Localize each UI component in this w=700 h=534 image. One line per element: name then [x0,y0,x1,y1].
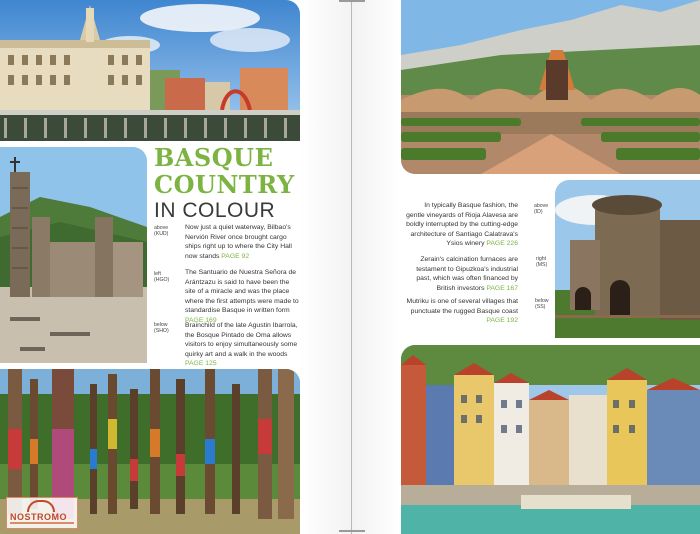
book-spine [351,0,352,534]
caption-mutriku [404,297,518,326]
nostromo-watermark-logo [6,497,78,529]
page-reference: PAGE 192 [486,317,518,325]
title-line-country: COUNTRY [154,170,295,199]
photo-arantzazu-sanctuary [0,147,147,363]
caption-text: Now just a quiet waterway, Bilbao's Nervión River once brought cargo ships right up to where the City Hall now stands [185,224,292,260]
caption-tag-below-right: below (SS) [535,298,549,311]
caption-text: Zerain's calcination furnaces are testament to Gipuzkoa's industrial past, which was often financed by British investors [416,256,518,292]
caption-arantzazu [185,268,300,326]
gutter-shadow-left [300,0,351,534]
title-line-in-colour: IN COLOUR [154,199,276,222]
photo-ysios-winery [401,0,700,174]
caption-tag-below-left: below (SHO) [154,322,169,335]
caption-zerain [404,255,518,293]
logo-arc-icon [27,500,55,512]
spine-marker-bottom [339,530,365,532]
caption-tag-above-left: above (KUD) [154,225,169,238]
caption-tag-above-right: above (ID) [534,203,549,216]
caption-text: The Santuario de Nuestra Señora de Arántzazu is said to have been the site of a miracle and was the place where the first attempts were made to standardise Basque in written form [185,269,299,315]
page-reference: PAGE 125 [185,360,217,368]
page-reference: PAGE 92 [221,252,250,260]
spine-marker-top [339,0,365,2]
caption-text: Mutriku is one of several villages that punctuate the rugged Basque coast [406,298,518,315]
page-reference: PAGE 169 [185,316,217,324]
photo-bilbao-city-hall [0,0,300,141]
gutter-shadow-right [352,0,400,534]
caption-ysios [404,201,518,249]
logo-underline [10,522,74,524]
chapter-title [154,143,304,222]
page-reference: PAGE 226 [486,240,518,248]
caption-text: Brainchild of the late Agustin Ibarrola, the Bosque Pintado de Oma allows visitors to enjoy simultaneously some quirky art and a walk in the woods [185,322,298,358]
caption-bilbao [185,223,300,261]
photo-zerain-furnaces [555,180,700,338]
watermark-name: NOSTROMO [10,512,67,522]
caption-tag-left: left (HGO) [154,271,170,284]
caption-text: In typically Basque fashion, the gentle vineyards of Rioja Alavesa are boldly interrupted by the cutting-edge architecture of Santiago Calatrava's Ysios winery [406,202,518,248]
caption-oma [185,321,300,369]
title-line-basque: BASQUE [154,143,274,172]
page-reference: PAGE 167 [486,284,518,292]
caption-tag-right: right (MS) [536,256,548,269]
photo-mutriku-village [401,345,700,534]
